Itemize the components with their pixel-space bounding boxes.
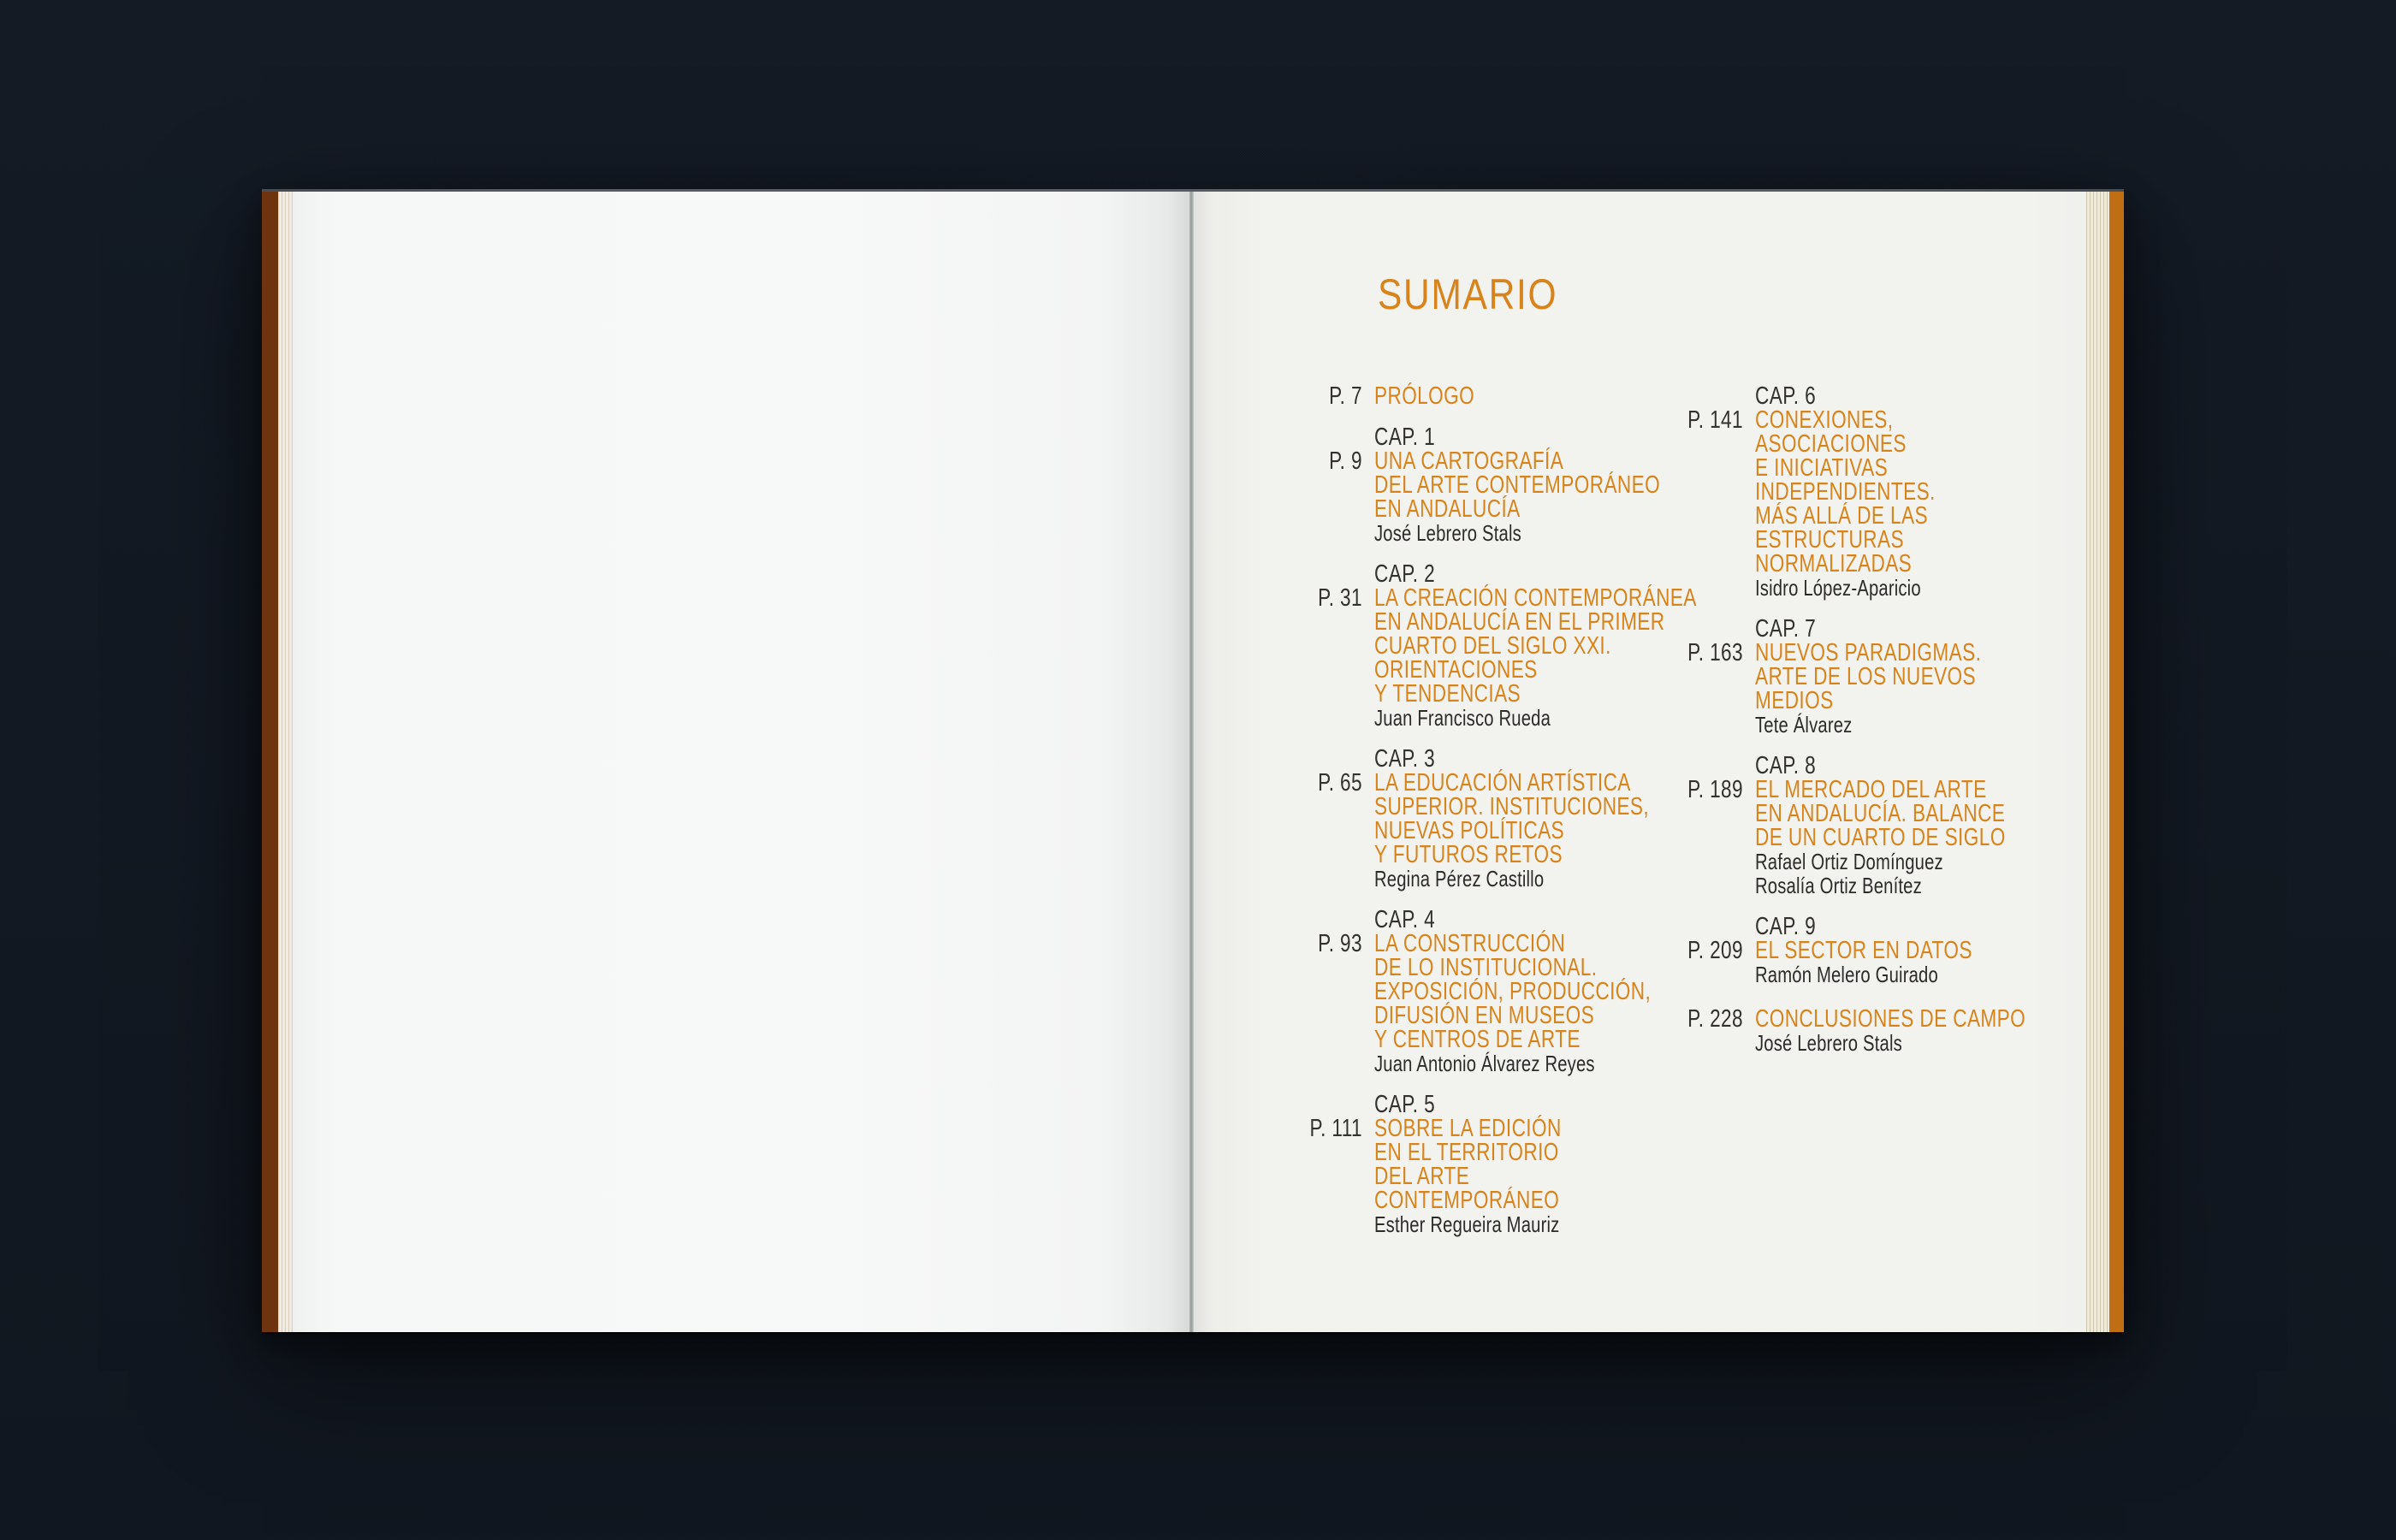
toc-entry — [1656, 915, 2065, 986]
chapter-title-line: MEDIOS — [1755, 687, 1834, 714]
chapter-title-line: LA CONSTRUCCIÓN — [1374, 930, 1566, 957]
chapter-title-line: EN ANDALUCÍA EN EL PRIMER — [1374, 608, 1665, 636]
page-number-column — [1656, 384, 1743, 600]
page-number-column — [1656, 754, 1743, 897]
chapter-author: Isidro López-Aparicio — [1755, 575, 1921, 601]
chapter-title-line: E INICIATIVAS — [1755, 454, 1889, 482]
toc-entry — [1275, 1093, 1656, 1236]
page-number-column — [1275, 562, 1362, 730]
chapter-author: Regina Pérez Castillo — [1374, 866, 1545, 891]
chapter-title-line: ESTRUCTURAS — [1755, 526, 1904, 554]
chapter-title-line: LA EDUCACIÓN ARTÍSTICA — [1374, 769, 1631, 797]
chapter-title-line: NUEVAS POLÍTICAS — [1374, 817, 1565, 844]
right-page-sumario — [1194, 192, 2086, 1332]
page-number: P. 189 — [1687, 776, 1743, 803]
page-number: P. 163 — [1687, 639, 1743, 666]
chapter-title-line: DE UN CUARTO DE SIGLO — [1755, 824, 2006, 851]
chapter-title-line: INDEPENDIENTES. — [1755, 478, 1936, 506]
entry-text-column — [1374, 1093, 1656, 1236]
chapter-title-line: EN ANDALUCÍA — [1374, 495, 1521, 523]
entry-text-column — [1755, 1007, 2102, 1055]
chapter-title-line: LA CREACIÓN CONTEMPORÁNEA — [1374, 584, 1697, 612]
chapter-author: Ramón Melero Guirado — [1755, 962, 1938, 987]
chapter-author: Esther Regueira Mauriz — [1374, 1211, 1560, 1237]
page-stack-edge-left — [278, 192, 293, 1332]
chapter-title-line: NORMALIZADAS — [1755, 550, 1913, 578]
page-number: P. 65 — [1318, 769, 1362, 797]
page-stack-edge-right — [2086, 192, 2109, 1332]
page-number: P. 7 — [1329, 382, 1362, 410]
chapter-title-line: SOBRE LA EDICIÓN — [1374, 1115, 1562, 1142]
chapter-title-line: ASOCIACIONES — [1755, 430, 1907, 458]
chapter-label: CAP. 5 — [1374, 1091, 1436, 1118]
chapter-author: Rosalía Ortiz Benítez — [1755, 873, 1922, 898]
entry-text-column — [1755, 754, 2076, 897]
page-number: P. 31 — [1318, 584, 1362, 612]
toc-entry — [1275, 424, 1661, 546]
toc-entry — [1275, 384, 1656, 408]
chapter-author: Tete Álvarez — [1755, 712, 1853, 737]
chapter-label: CAP. 7 — [1755, 615, 1817, 643]
chapter-title-line: EXPOSICIÓN, PRODUCCIÓN, — [1374, 978, 1652, 1005]
entry-text-column — [1374, 384, 1656, 408]
page-number: P. 209 — [1687, 937, 1743, 964]
chapter-title-line: DE LO INSTITUCIONAL. — [1374, 954, 1598, 981]
page-number-column — [1275, 425, 1362, 545]
entry-text-column — [1755, 384, 2065, 600]
chapter-label: CAP. 4 — [1374, 906, 1436, 933]
toc-entry — [1275, 747, 1656, 891]
chapter-title-line: EL MERCADO DEL ARTE — [1755, 776, 1987, 803]
chapter-label: CAP. 3 — [1374, 745, 1436, 773]
chapter-title-line: Y TENDENCIAS — [1374, 680, 1521, 708]
chapter-title-line: Y FUTUROS RETOS — [1374, 841, 1563, 868]
chapter-author: Rafael Ortiz Domínguez — [1755, 849, 1943, 874]
page-number-column — [1275, 1093, 1362, 1236]
chapter-title-line: Y CENTROS DE ARTE — [1374, 1026, 1581, 1053]
page-number-column — [1656, 617, 1743, 737]
page-number: P. 93 — [1318, 930, 1362, 957]
chapter-title-line: ARTE DE LOS NUEVOS — [1755, 663, 1977, 690]
chapter-title-line: SUPERIOR. INSTITUCIONES, — [1374, 793, 1650, 820]
page-number-column — [1656, 915, 1743, 986]
chapter-author: José Lebrero Stals — [1374, 520, 1521, 546]
toc-column-1 — [1275, 382, 1697, 1253]
page-number-column — [1656, 1007, 1743, 1055]
toc-entry — [1656, 617, 2065, 737]
chapter-title-line: PRÓLOGO — [1374, 382, 1475, 410]
chapter-title-line: EL SECTOR EN DATOS — [1755, 937, 1972, 964]
page-number-column — [1275, 747, 1362, 891]
chapter-title-line: DEL ARTE — [1374, 1163, 1470, 1190]
chapter-author: José Lebrero Stals — [1755, 1030, 1902, 1056]
chapter-label: CAP. 6 — [1755, 382, 1817, 410]
chapter-title-line: EN ANDALUCÍA. BALANCE — [1755, 800, 2006, 827]
toc-entry — [1275, 560, 1697, 731]
page-number: P. 111 — [1309, 1115, 1362, 1142]
toc-entry — [1656, 1007, 2065, 1055]
book-cover-edge-left — [262, 192, 278, 1332]
page-number-column — [1275, 384, 1362, 408]
chapter-title-line: ORIENTACIONES — [1374, 656, 1538, 684]
page-number: P. 228 — [1687, 1005, 1743, 1033]
toc-column-2 — [1656, 384, 2065, 1072]
toc-entry — [1656, 754, 2065, 897]
page-number: P. 141 — [1687, 406, 1743, 434]
entry-text-column — [1755, 617, 2065, 737]
page-number-column — [1275, 908, 1362, 1075]
toc-title-text: SUMARIO — [1378, 270, 1558, 318]
chapter-label: CAP. 9 — [1755, 913, 1817, 940]
chapter-label: CAP. 2 — [1374, 560, 1436, 588]
entry-text-column — [1755, 915, 2065, 986]
chapter-title-line: CONCLUSIONES DE CAMPO — [1755, 1005, 2026, 1033]
book-cover-edge-right — [2109, 192, 2124, 1332]
chapter-author: Juan Francisco Rueda — [1374, 705, 1551, 731]
chapter-title-line: MÁS ALLÁ DE LAS — [1755, 502, 1928, 530]
chapter-title-line: DEL ARTE CONTEMPORÁNEO — [1374, 471, 1661, 499]
left-page-blank — [293, 192, 1189, 1332]
page-number: P. 9 — [1329, 447, 1362, 475]
chapter-title-line: EN EL TERRITORIO — [1374, 1139, 1559, 1166]
chapter-label: CAP. 8 — [1755, 752, 1817, 779]
chapter-title-line: CUARTO DEL SIGLO XXI. — [1374, 632, 1611, 660]
chapter-title-line: NUEVOS PARADIGMAS. — [1755, 639, 1982, 666]
chapter-title-line: UNA CARTOGRAFÍA — [1374, 447, 1564, 475]
chapter-title-line: CONEXIONES, — [1755, 406, 1894, 434]
chapter-label: CAP. 1 — [1374, 424, 1436, 451]
toc-entry — [1275, 908, 1656, 1075]
chapter-author: Juan Antonio Álvarez Reyes — [1374, 1051, 1595, 1076]
toc-entry — [1656, 384, 2065, 600]
toc-title — [1378, 270, 1589, 318]
open-book — [262, 192, 2124, 1332]
chapter-title-line: DIFUSIÓN EN MUSEOS — [1374, 1002, 1595, 1029]
chapter-title-line: CONTEMPORÁNEO — [1374, 1187, 1560, 1214]
